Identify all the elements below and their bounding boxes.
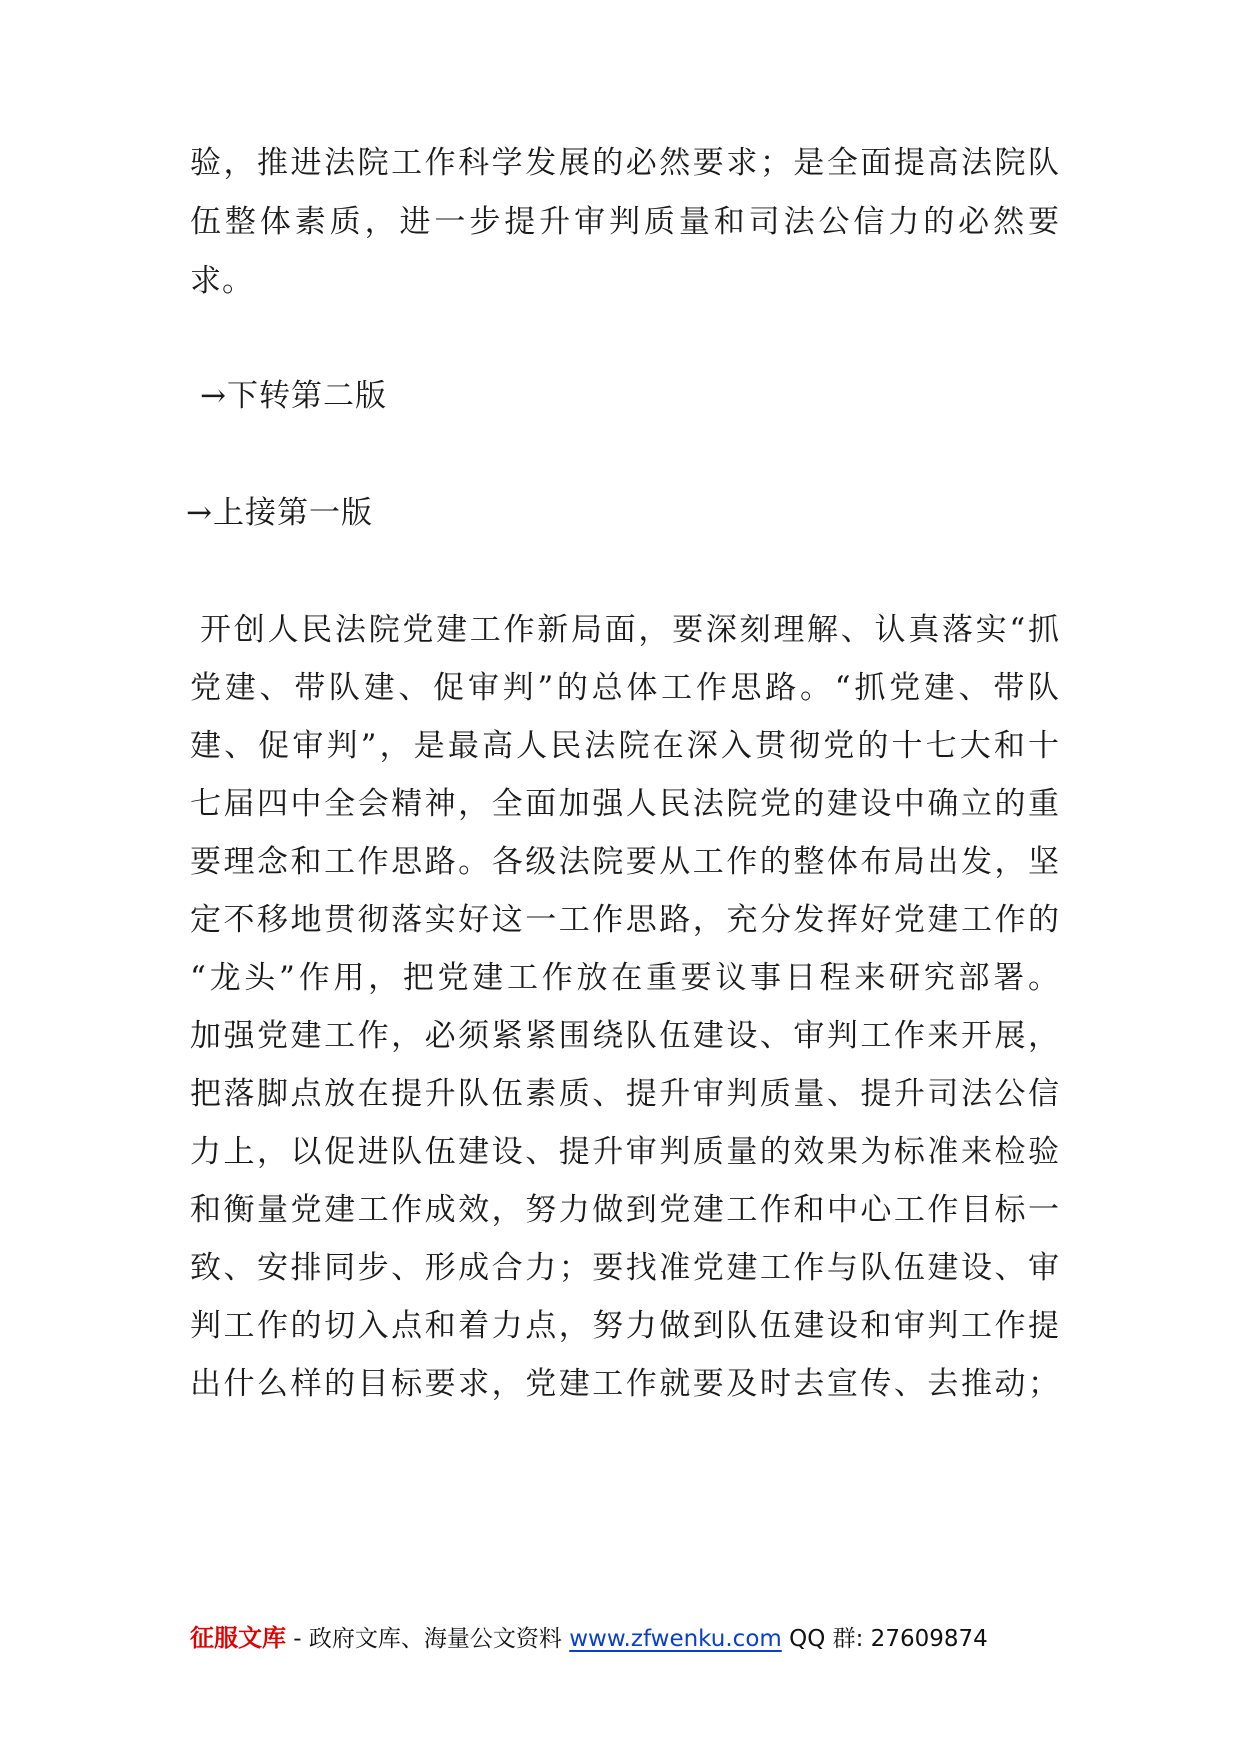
body-line: “龙头”作用，把党建工作放在重要议事日程来研究部署。 bbox=[190, 960, 1060, 996]
page-footer bbox=[190, 1620, 1060, 1656]
body-line: 建、促审判”，是最高人民法院在深入贯彻党的十七大和十 bbox=[190, 728, 1060, 764]
body-line: 出什么样的目标要求，党建工作就要及时去宣传、去推动； bbox=[190, 1366, 1060, 1402]
footer-separator: - bbox=[286, 1626, 309, 1652]
body-line: 伍整体素质，进一步提升审判质量和司法公信力的必然要 bbox=[190, 204, 1060, 240]
body-line: 加强党建工作，必须紧紧围绕队伍建设、审判工作来开展， bbox=[190, 1018, 1060, 1054]
body-line: 求。 bbox=[190, 263, 254, 299]
continued-from-marker: →上接第一版 bbox=[186, 495, 373, 531]
body-line: 和衡量党建工作成效，努力做到党建工作和中心工作目标一 bbox=[190, 1192, 1060, 1228]
body-line: 定不移地贯彻落实好这一工作思路，充分发挥好党建工作的 bbox=[190, 902, 1060, 938]
footer-brand: 征服文库 bbox=[190, 1624, 286, 1652]
footer-tagline: 政府文库、海量公文资料 bbox=[308, 1626, 570, 1652]
body-line: 判工作的切入点和着力点，努力做到队伍建设和审判工作提 bbox=[190, 1308, 1060, 1344]
body-line: 验，推进法院工作科学发展的必然要求；是全面提高法院队 bbox=[190, 145, 1060, 181]
body-line: 七届四中全会精神，全面加强人民法院党的建设中确立的重 bbox=[190, 786, 1060, 822]
continued-to-marker: →下转第二版 bbox=[200, 378, 387, 414]
footer-qq-group: QQ 群: 27609874 bbox=[781, 1626, 988, 1652]
body-line: 把落脚点放在提升队伍素质、提升审判质量、提升司法公信 bbox=[190, 1076, 1060, 1112]
footer-website-link[interactable]: www.zfwenku.com bbox=[569, 1626, 782, 1652]
body-line: 致、安排同步、形成合力；要找准党建工作与队伍建设、审 bbox=[190, 1250, 1060, 1286]
body-line: 党建、带队建、促审判”的总体工作思路。“抓党建、带队 bbox=[190, 670, 1060, 706]
body-line: 力上，以促进队伍建设、提升审判质量的效果为标准来检验 bbox=[190, 1134, 1060, 1170]
body-line: 要理念和工作思路。各级法院要从工作的整体布局出发，坚 bbox=[190, 844, 1060, 880]
body-line: 开创人民法院党建工作新局面，要深刻理解、认真落实“抓 bbox=[200, 612, 1060, 648]
